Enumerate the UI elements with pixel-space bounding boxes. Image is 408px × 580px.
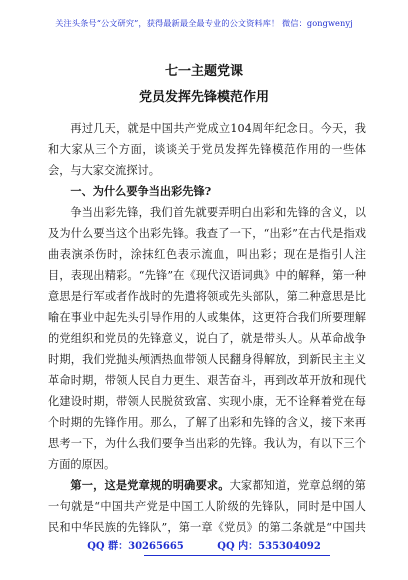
section-heading: 一、为什么要争当出彩先锋? [70, 184, 212, 198]
paragraph-point-one [48, 475, 366, 534]
document-subtitle: 党员发挥先锋模范作用 [138, 90, 269, 105]
footer-underline [144, 555, 330, 556]
document-body [48, 118, 366, 534]
footer-contact [0, 537, 408, 552]
paragraph-intro: 再过几天，就是中国共产党成立104周年纪念日。今天，我和大家从三个方面，谈谈关于党员发挥先锋模范作用的一些体会，与大家交流探讨。 [48, 122, 366, 177]
header-banner: 关注头条号“公文研究”，获得最新最全最专业的公文资料库！ 微信：gongwenyj [55, 18, 353, 28]
qq-contact-text: QQ 内：535304092 [217, 541, 321, 552]
document-title: 七一主题党课 [164, 64, 243, 79]
qq-group-text: QQ 群：30265665 [87, 541, 184, 552]
point-one-text: 大家都知道，党章总纲的第一句就是“中国共产党是中国工人阶级的先锋队，同时是中国人民和中华民族的先锋队”，第一章《党员》的第二条就是“中国共 [48, 479, 366, 534]
paragraph-body: 争当出彩先锋，我们首先就要弄明白出彩和先锋的含义，以及为什么要当这个出彩先锋。我查了一下，“出彩”在古代是指戏曲表演杀伤时，涂抹红色表示流血，叫出彩；现在是指引人注目，表现出精彩。“先锋”在《现代汉语词典》中的解释，第一种意思是行军或者作战时的先遣将领或先头部队，第二种意思是比喻在事业中起先头引导作用的人或集体，这更符合我们所要理解的党组织和党员的先锋意义，说白了，就是带头人。从革命战争时期，我们党抛头颅洒热血带领人民翻身得解放，到新民主主义革命时期，带领人民自力更生、艰苦奋斗，再到改革开放和现代化建设时期，带领人民脱贫致富、实现小康，无不诠释着党在每个时期的先锋作用。那么，了解了出彩和先锋的含义，接下来再思考一下，为什么我们要争当出彩的先锋。我认为，有以下三个方面的原因。 [48, 206, 366, 471]
point-one-lead: 第一，这是党章规的明确要求。 [70, 478, 230, 492]
